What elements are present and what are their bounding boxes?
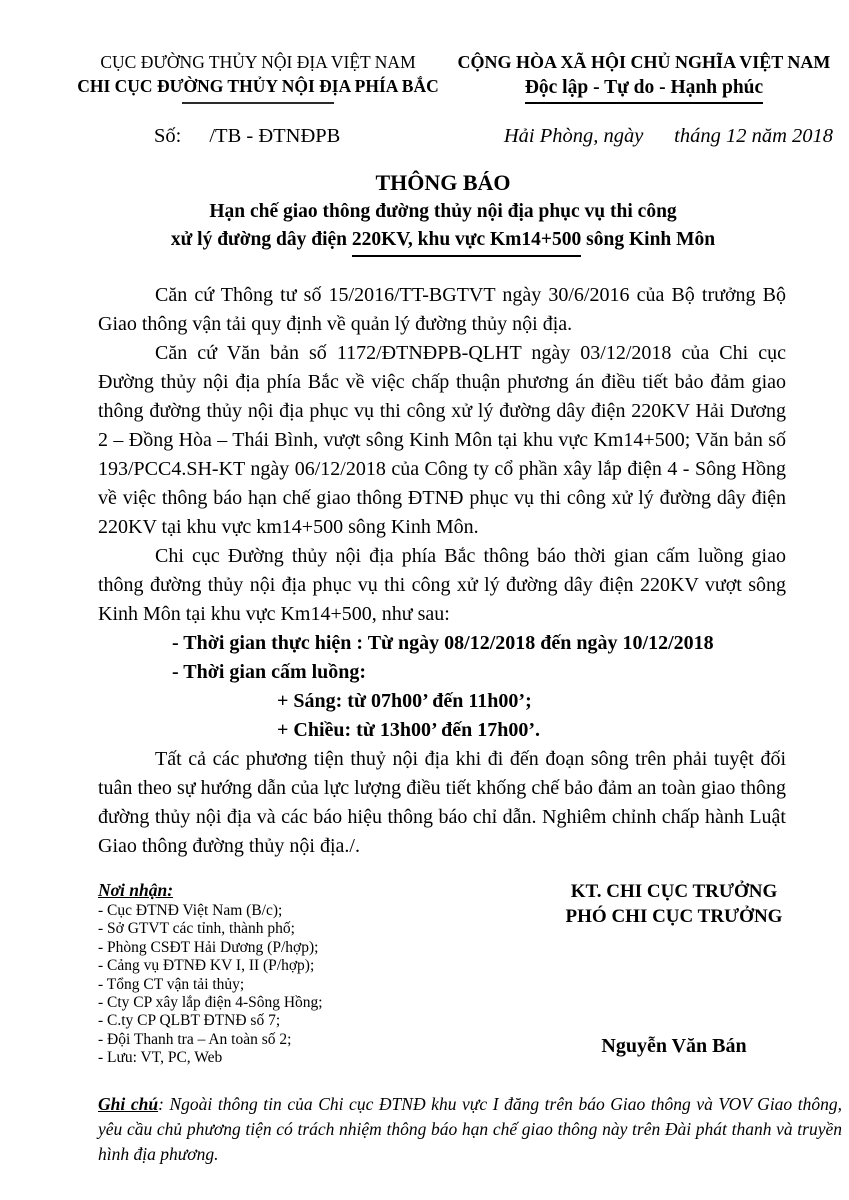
- parent-agency-name: CỤC ĐƯỜNG THỦY NỘI ĐỊA VIỆT NAM: [100, 52, 416, 72]
- national-title: CỘNG HÒA XÃ HỘI CHỦ NGHĨA VIỆT NAM: [457, 52, 831, 72]
- paragraph-legal-basis-1: Căn cứ Thông tư số 15/2016/TT-BGTVT ngày 30/6/2016 của Bộ trưởng Bộ Giao thông vận tải quy định về quản lý đường thủy nội địa.: [98, 284, 786, 335]
- document-number-label: Số:: [154, 125, 182, 147]
- recipient-item: - C.ty CP QLBT ĐTNĐ số 7;: [98, 1012, 281, 1030]
- title-block: [98, 168, 788, 257]
- footnote-text: : Ngoài thông tin của Chi cục ĐTNĐ khu vực I đăng trên báo Giao thông và VOV Giao thông, yêu cầu chủ phương tiện có trách nhiệm thông báo hạn chế giao thông này trên Đài phát thanh và truyền hình địa phương.: [98, 1093, 842, 1164]
- recipients-heading: Nơi nhận:: [98, 880, 174, 900]
- document-footer: [72, 879, 839, 1068]
- schedule-implementation-dates: - Thời gian thực hiện : Từ ngày 08/12/2018 đến ngày 10/12/2018: [172, 632, 714, 654]
- document-subtitle-line2: [98, 226, 788, 257]
- recipient-item: - Cục ĐTNĐ Việt Nam (B/c);: [98, 902, 283, 919]
- schedule-morning-hours: + Sáng: từ 07h00’ đến 11h00’;: [277, 690, 532, 712]
- subtitle-underlined-text: 220KV, khu vực Km14+500: [352, 226, 581, 257]
- recipient-item: - Cảng vụ ĐTNĐ KV I, II (P/hợp);: [98, 957, 315, 975]
- recipient-item: - Lưu: VT, PC, Web: [98, 1049, 223, 1067]
- paragraph-legal-basis-2: Căn cứ Văn bản số 1172/ĐTNĐPB-QLHT ngày 03/12/2018 của Chi cục Đường thủy nội địa phía Bắc về việc chấp thuận phương án điều tiết bảo đảm giao thông đường thủy nội địa phục vụ thi công xử lý đường dây điện 220KV Hải Dương 2 – Đồng Hòa – Thái Bình, vượt sông Kinh Môn tại khu vực Km14+500; Văn bản số 193/PCC4.SH-KT ngày 06/12/2018 của Công ty cổ phần xây lắp điện 4 - Sông Hồng về việc thông báo hạn chế giao thông ĐTNĐ phục vụ thi công xử lý đường dây điện 220KV tại khu vực km14+500 sông Kinh Môn.: [98, 342, 786, 538]
- recipient-item: - Sở GTVT các tỉnh, thành phố;: [98, 920, 295, 938]
- schedule-closure-heading: - Thời gian cấm luồng:: [172, 661, 367, 683]
- document-header: [72, 50, 839, 104]
- footnote: [98, 1092, 842, 1167]
- footnote-label: Ghi chú: [98, 1093, 159, 1114]
- document-number: [154, 122, 340, 150]
- issuing-agency-block: [72, 50, 444, 104]
- document-body: [98, 281, 786, 861]
- paragraph-closing: Tất cả các phương tiện thuỷ nội địa khi đi đến đoạn sông trên phải tuyệt đối tuân theo sự hướng dẫn của lực lượng điều tiết khống chế bảo đảm an toàn giao thông đường thủy nội địa và các báo hiệu thông báo chỉ dẫn. Nghiêm chỉnh chấp hành Luật Giao thông đường thủy nội địa./.: [98, 748, 786, 857]
- signature-space: [514, 929, 834, 1035]
- national-header-block: [449, 50, 839, 104]
- schedule-afternoon-hours: + Chiều: từ 13h00’ đến 17h00’.: [277, 719, 541, 741]
- subtitle-post-text: sông Kinh Môn: [581, 229, 716, 250]
- recipients-block: [98, 879, 498, 1068]
- recipient-item: - Cty CP xây lắp điện 4-Sông Hồng;: [98, 994, 323, 1012]
- recipient-item: - Tổng CT vận tải thủy;: [98, 975, 245, 993]
- signer-name: Nguyễn Văn Bán: [601, 1035, 747, 1057]
- subtitle-pre-text: xử lý đường dây điện: [170, 229, 352, 250]
- recipient-item: - Phòng CSĐT Hải Dương (P/hợp);: [98, 938, 319, 956]
- signer-authority-line1: KT. CHI CỤC TRƯỞNG: [570, 881, 778, 902]
- recipient-item: - Đội Thanh tra – An toàn số 2;: [98, 1030, 292, 1048]
- document-number-value: /TB - ĐTNĐPB: [209, 125, 341, 147]
- issuing-agency-name: CHI CỤC ĐƯỜNG THỦY NỘI ĐỊA PHÍA BẮC: [77, 76, 439, 96]
- national-motto: [449, 75, 839, 104]
- document-type-title: THÔNG BÁO: [375, 170, 511, 195]
- signature-block: [514, 879, 834, 1058]
- meta-row: [72, 122, 839, 150]
- restriction-schedule: [98, 629, 786, 745]
- place-and-date: Hải Phòng, ngày tháng 12 năm 2018: [503, 125, 833, 147]
- agency-underline-rule: [182, 102, 334, 104]
- paragraph-announcement: Chi cục Đường thủy nội địa phía Bắc thông báo thời gian cấm luồng giao thông đường thủy nội địa phục vụ thi công xử lý đường dây điện 220KV vượt sông Kinh Môn tại khu vực Km14+500, như sau:: [98, 545, 786, 625]
- national-motto-text: Độc lập - Tự do - Hạnh phúc: [525, 75, 763, 104]
- document-subtitle-line1: Hạn chế giao thông đường thủy nội địa phục vụ thi công: [209, 201, 677, 222]
- signer-authority-line2: PHÓ CHI CỤC TRƯỞNG: [565, 906, 783, 927]
